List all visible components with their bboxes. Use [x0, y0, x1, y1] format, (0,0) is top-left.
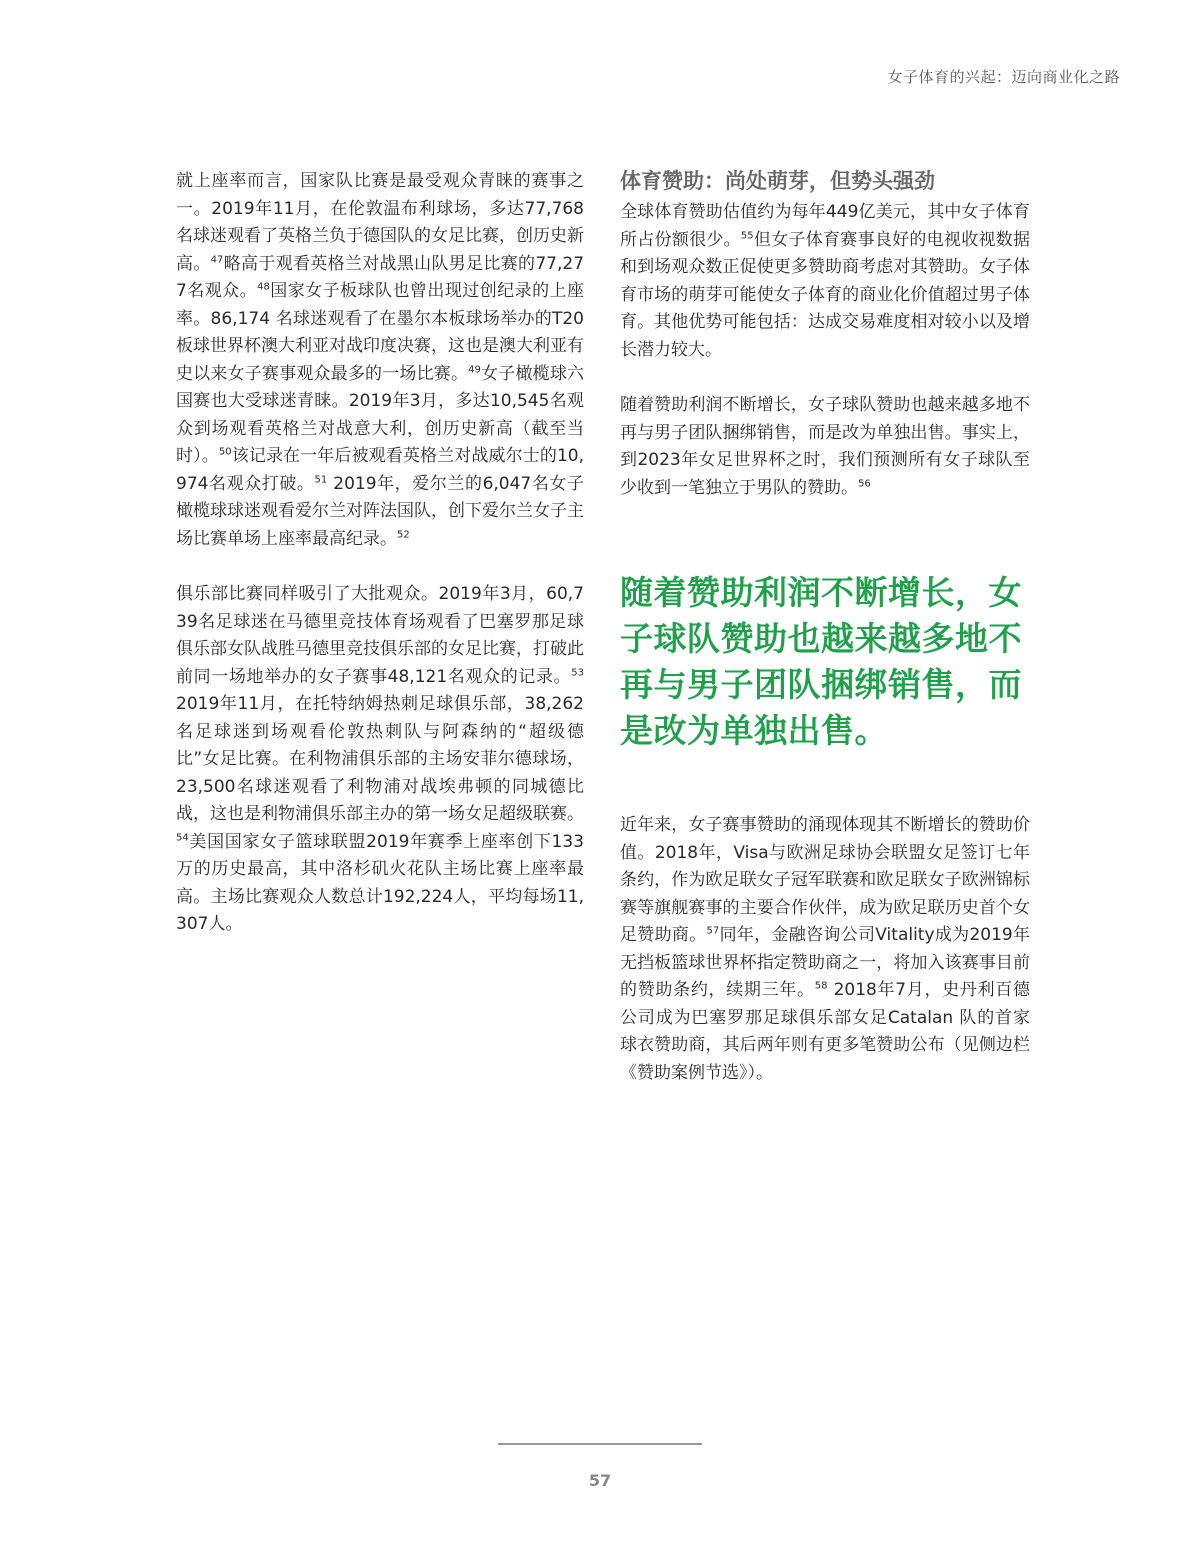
- footnote-ref[interactable]: 56: [858, 477, 871, 489]
- text-segment: 全球体育赞助估值约为每年449亿美元，其中女子体育所占份额很少。: [620, 202, 1030, 250]
- paragraph-attendance-national: [176, 168, 584, 553]
- footnote-ref[interactable]: 47: [210, 253, 224, 265]
- footnote-ref[interactable]: 57: [706, 925, 720, 937]
- footnote-ref[interactable]: 53: [571, 666, 584, 678]
- text-segment: 女子橄榄球六国赛也大受球迷青睐。2019年3月，多达10,545名观众到场观看英格兰对战意大利，创历史新高（截至当时）。: [176, 363, 585, 466]
- pull-quote: 随着赞助利润不断增长，女子球队赞助也越来越多地不再与男子团队捆绑销售，而是改为单独出售。: [620, 573, 1022, 750]
- paragraph-sponsorship-value: [620, 199, 1030, 364]
- text-segment: 略高于观看英格兰对战黑山队男足比赛的77,277名观众。: [176, 253, 585, 301]
- footnote-ref[interactable]: 58: [814, 980, 828, 992]
- text-segment: 美国国家女子篮球联盟2019年赛季上座率创下133万的历史最高，其中洛杉矶火花队主场比赛上座率最高。主场比赛观众人数总计192,224人，平均每场11,307人。: [176, 831, 584, 934]
- right-column: [620, 168, 1030, 1087]
- text-segment: 2018年7月，史丹利百德公司成为巴塞罗那足球俱乐部女足Catalan 队的首家球衣赞助商，其后两年则有更多笔赞助公布（见侧边栏《赞助案例节选》）。: [620, 980, 1031, 1083]
- footnote-ref[interactable]: 50: [218, 446, 232, 458]
- left-column: [176, 168, 584, 939]
- text-segment: 同年，金融咨询公司Vitality成为2019年无挡板篮球世界杯指定赞助商之一，将加入该赛事目前的赞助条约，续期三年。: [620, 925, 1031, 1000]
- footnote-ref[interactable]: 49: [468, 363, 481, 375]
- text-segment: 2019年，爱尔兰的6,047名女子橄榄球球迷观看爱尔兰对阵法国队，创下爱尔兰女子主场比赛单场上座率最高纪录。: [176, 473, 584, 549]
- footnote-ref[interactable]: 52: [397, 528, 410, 540]
- running-header: 女子体育的兴起：迈向商业化之路: [887, 68, 1120, 86]
- text-segment: 俱乐部比赛同样吸引了大批观众。2019年3月，60,739名足球迷在马德里竞技体育场观看了巴塞罗那足球俱乐部女队战胜马德里竞技俱乐部的女足比赛，打破此前同一场地举办的女子赛事48,121名观众的记录。: [176, 584, 584, 687]
- section-title: 体育赞助：尚处萌芽，但势头强劲: [620, 169, 935, 193]
- text-segment: 但女子体育赛事良好的电视收视数据和到场观众数正促使更多赞助商考虑对其赞助。女子体育市场的萌芽可能使女子体育的商业化价值超过男子体育。其他优势可能包括：达成交易难度相对较小以及增长潜力较大。: [620, 229, 1031, 360]
- text-segment: 就上座率而言，国家队比赛是最受观众青睐的赛事之一。2019年11月，在伦敦温布利球场，多达77,768名球迷观看了英格兰负于德国队的女足比赛，创历史新高。: [176, 171, 584, 274]
- footnote-ref[interactable]: 48: [257, 281, 270, 293]
- footnote-ref[interactable]: 55: [740, 229, 754, 241]
- text-segment: 2019年11月，在托特纳姆热刺足球俱乐部，38,262名足球迷到场观看伦敦热刺队与阿森纳的“超级德比”女足比赛。在利物浦俱乐部的主场安菲尔德球场，23,500名球迷观看了利物浦对战埃弗顿的同城德比战，这也是利物浦俱乐部主办的第一场女足超级联赛。: [176, 694, 584, 824]
- paragraph-attendance-club: [176, 581, 584, 939]
- footnote-ref[interactable]: 54: [176, 831, 189, 843]
- text-segment: 近年来，女子赛事赞助的涌现体现其不断增长的赞助价值。2018年，Visa与欧洲足球协会联盟女足签订七年条约，作为欧足联女子冠军联赛和欧足联女子欧洲锦标赛等旗舰赛事的主要合作伙伴，成为欧足联历史首个女足赞助商。: [620, 815, 1030, 945]
- text-segment: 国家女子板球队也曾出现过创纪录的上座率。86,174 名球迷观看了在墨尔本板球场举办的T20板球世界杯澳大利亚对战印度决赛，这也是澳大利亚有史以来女子赛事观众最多的一场比赛。: [176, 281, 584, 384]
- page-number: 57: [588, 1471, 612, 1490]
- footnote-ref[interactable]: 51: [314, 473, 328, 485]
- text-segment: 该记录在一年后被观看英格兰对战威尔士的10,974名观众打破。: [176, 446, 584, 494]
- footer-divider: [498, 1443, 702, 1445]
- paragraph-sponsorship-examples: [620, 812, 1030, 1087]
- paragraph-sponsorship-unbundled: [620, 392, 1030, 502]
- text-segment: 随着赞助利润不断增长，女子球队赞助也越来越多地不再与男子团队捆绑销售，而是改为单独出售。事实上，到2023年女足世界杯之时，我们预测所有女子球队至少收到一笔独立于男队的赞助。: [620, 395, 1030, 498]
